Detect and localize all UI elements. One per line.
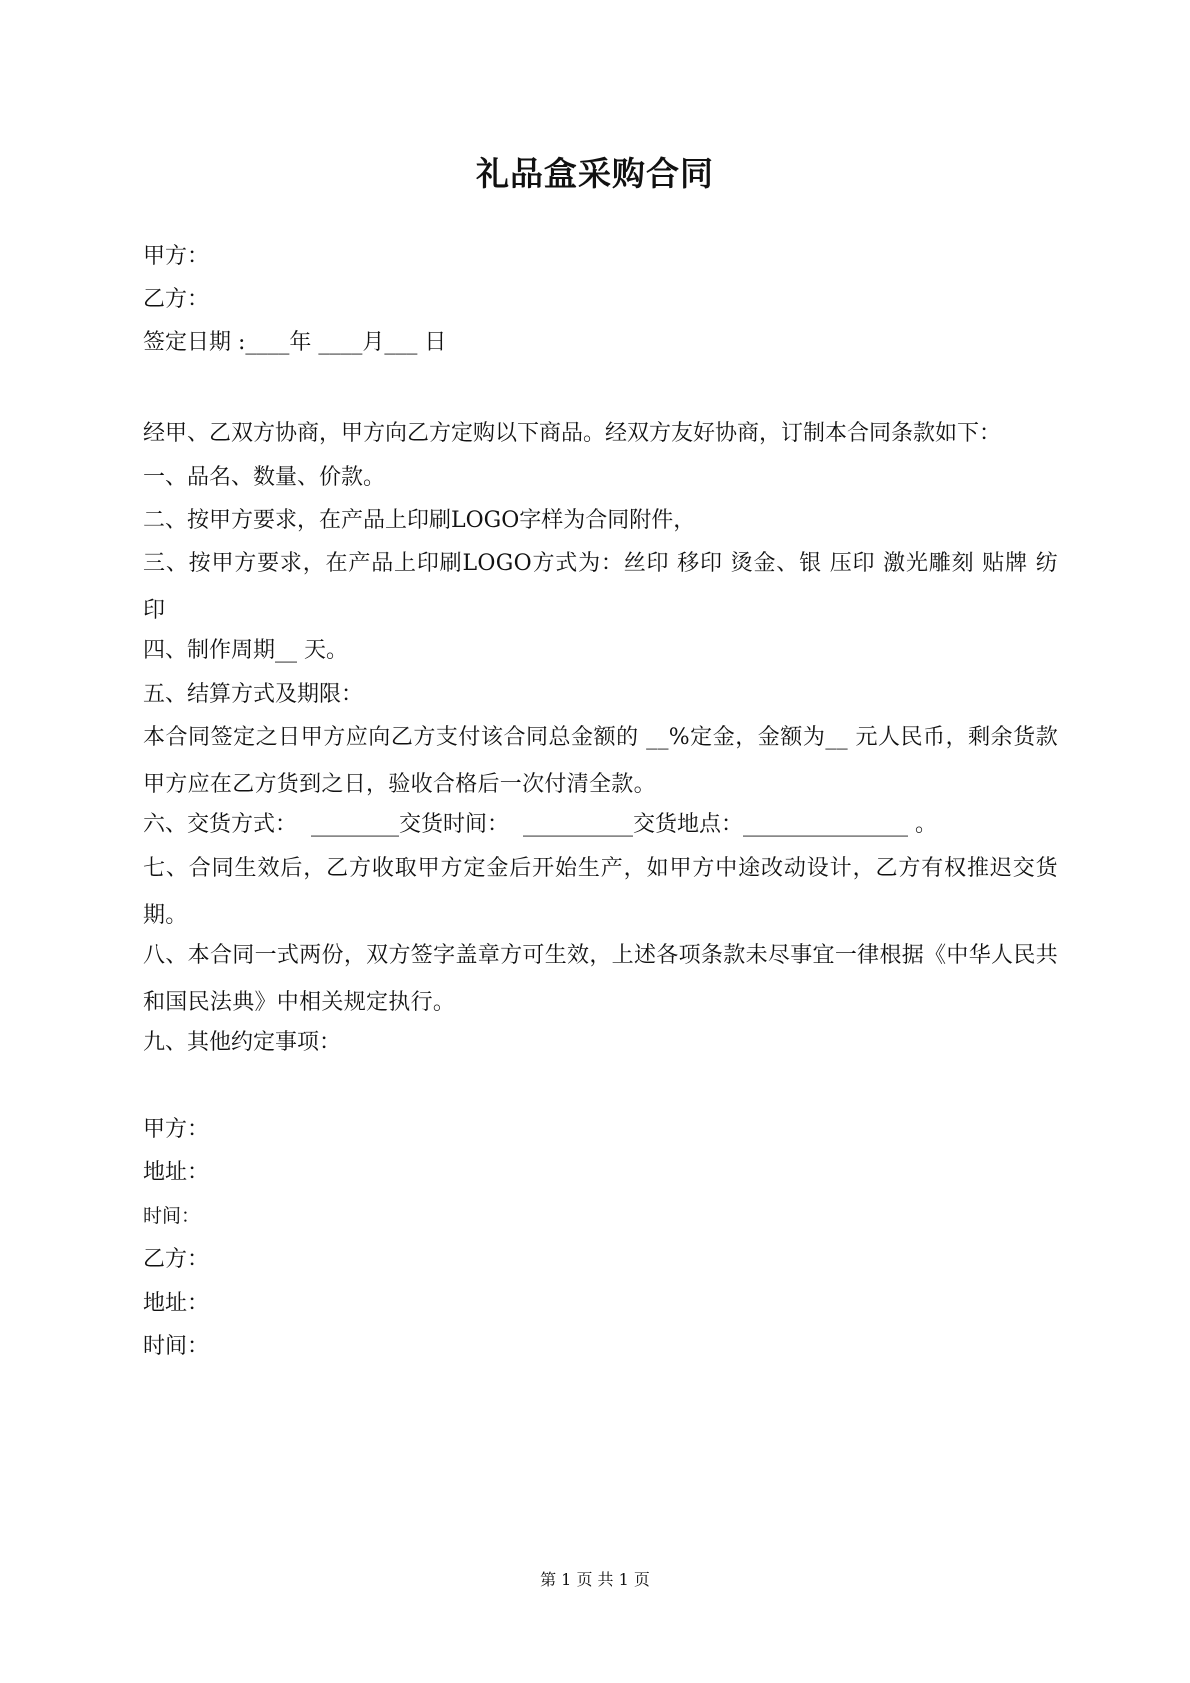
clause-6: 六、交货方式： ________交货时间： __________交货地点：_______________ 。 <box>143 812 937 837</box>
signature-party-b: 乙方： <box>143 1247 210 1272</box>
clause-1: 一、品名、数量、价款。 <box>143 465 386 490</box>
clause-4: 四、制作周期__ 天。 <box>143 638 348 663</box>
clause-2: 二、按甲方要求，在产品上印刷LOGO字样为合同附件， <box>143 508 696 533</box>
clause-5: 五、结算方式及期限： <box>143 682 364 707</box>
intro-paragraph: 经甲、乙双方协商，甲方向乙方定购以下商品。经双方友好协商，订制本合同条款如下： <box>143 421 1002 446</box>
signature-party-b-time: 时间： <box>143 1334 210 1359</box>
document-title: 礼品盒采购合同 <box>476 154 714 193</box>
clause-9: 九、其他约定事项： <box>143 1030 342 1055</box>
clause-7: 七、合同生效后，乙方收取甲方定金后开始生产，如甲方中途改动设计，乙方有权推迟交货期。 <box>143 856 1058 928</box>
signature-party-a-time: 时间： <box>143 1205 201 1227</box>
header-party-a: 甲方： <box>143 244 210 269</box>
clause-3: 三、按甲方要求，在产品上印刷LOGO方式为：丝印 移印 烫金、银 压印 激光雕刻 贴牌 纺印 <box>143 551 1058 623</box>
clause-5-body: 本合同签定之日甲方应向乙方支付该合同总金额的 __%定金，金额为__ 元人民币，剩余货款甲方应在乙方货到之日，验收合格后一次付清全款。 <box>143 725 1058 797</box>
signature-party-a: 甲方： <box>143 1117 210 1142</box>
signature-party-b-address: 地址： <box>143 1291 210 1316</box>
header-sign-date: 签定日期 :____年 ____月___ 日 <box>143 330 447 355</box>
page-footer: 第 1 页 共 1 页 <box>540 1570 650 1589</box>
signature-party-a-address: 地址： <box>143 1160 210 1185</box>
clause-8: 八、本合同一式两份，双方签字盖章方可生效，上述各项条款未尽事宜一律根据《中华人民共和国民法典》中相关规定执行。 <box>143 943 1058 1015</box>
header-party-b: 乙方： <box>143 287 210 312</box>
